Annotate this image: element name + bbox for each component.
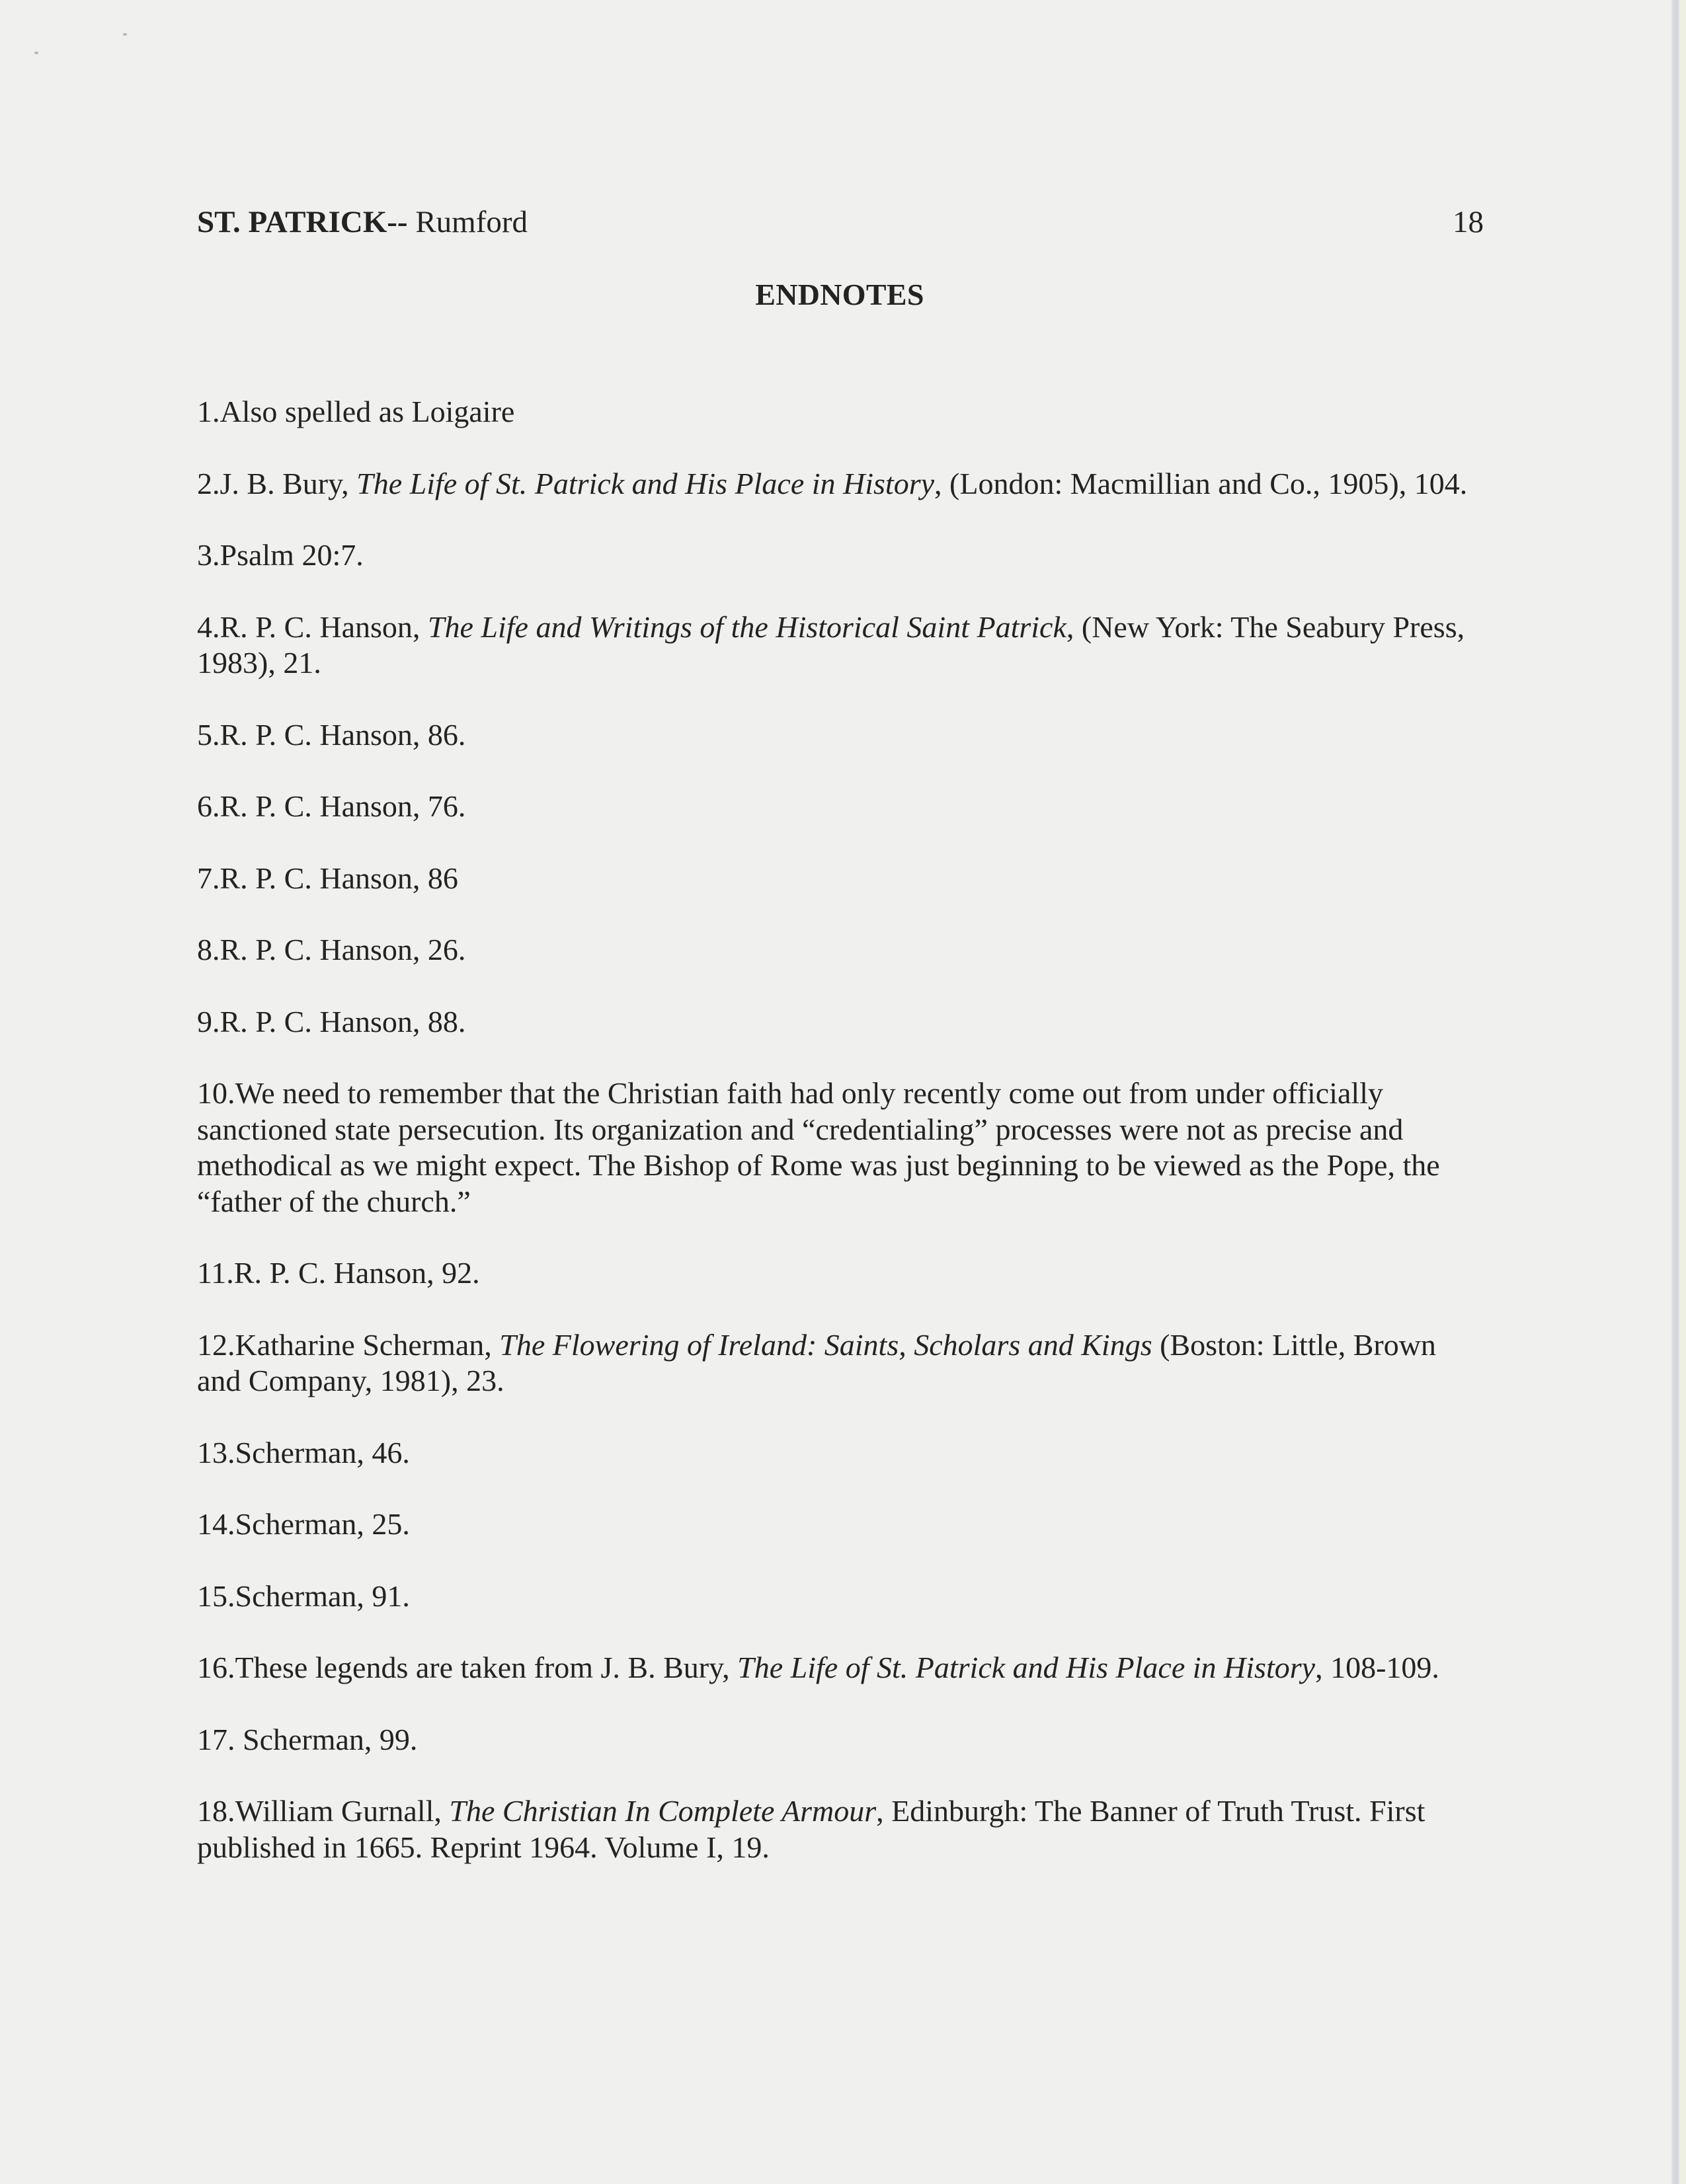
endnote-8 — [197, 932, 1473, 968]
endnote-title-italic: The Flowering of Ireland: Saints, Scholars and Kings — [499, 1327, 1152, 1362]
endnote-text: Scherman, 25. — [235, 1507, 410, 1541]
endnote-number: 3. — [197, 538, 220, 572]
endnote-title-italic: The Christian In Complete Armour — [449, 1794, 877, 1828]
endnote-7 — [197, 861, 1473, 897]
endnote-text: Scherman, 91. — [235, 1579, 410, 1613]
endnote-number: 16. — [197, 1651, 235, 1684]
scan-speck — [123, 33, 127, 36]
endnote-title-italic: The Life of St. Patrick and His Place in History — [356, 466, 935, 500]
endnote-text: (Boston: Little, Brown and Company, 1981), 23. — [197, 1327, 1436, 1397]
endnotes-list — [197, 394, 1473, 1901]
endnote-title-italic: The Life and Writings of the Historical Saint Patrick — [427, 609, 1066, 644]
endnote-3 — [197, 537, 1473, 574]
endnote-text: , Edinburgh: The Banner of Truth Trust. First published in 1665. Reprint 1964. Volume I, 19. — [197, 1794, 1425, 1864]
endnote-text: , 108-109. — [1315, 1651, 1439, 1684]
header-title — [197, 202, 528, 242]
section-title: ENDNOTES — [755, 278, 924, 311]
endnote-number: 7. — [197, 861, 220, 895]
header-title-bold: ST. PATRICK-- — [197, 205, 408, 239]
endnote-text: R. P. C. Hanson, 92. — [233, 1256, 480, 1290]
endnote-text: R. P. C. Hanson, 26. — [220, 933, 466, 966]
endnote-number: 14. — [197, 1507, 235, 1541]
endnote-number: 17. — [197, 1722, 235, 1756]
endnote-text: Scherman, 46. — [235, 1435, 410, 1469]
page-edge-outer — [1679, 0, 1686, 2184]
scan-speck — [34, 52, 38, 54]
endnote-11 — [197, 1255, 1473, 1292]
endnote-1 — [197, 394, 1473, 430]
endnote-number: 9. — [197, 1004, 220, 1038]
endnote-number: 1. — [197, 395, 220, 428]
endnote-9 — [197, 1004, 1473, 1040]
endnote-12 — [197, 1327, 1473, 1399]
endnote-text: R. P. C. Hanson, 86. — [220, 717, 466, 752]
endnote-5 — [197, 717, 1473, 754]
endnote-18 — [197, 1793, 1473, 1865]
endnote-text: Scherman, 99. — [235, 1722, 418, 1756]
page-edge — [1671, 0, 1679, 2184]
endnote-4 — [197, 609, 1473, 682]
endnote-14 — [197, 1506, 1473, 1543]
endnote-text: R. P. C. Hanson, 88. — [220, 1004, 466, 1038]
endnote-10 — [197, 1075, 1473, 1220]
endnote-6 — [197, 789, 1473, 825]
endnote-number: 8. — [197, 933, 220, 966]
endnote-text: William Gurnall, — [235, 1794, 450, 1828]
endnote-number: 5. — [197, 717, 220, 752]
endnote-16 — [197, 1650, 1473, 1686]
endnote-text: R. P. C. Hanson, 76. — [220, 789, 466, 823]
header-title-author: Rumford — [407, 205, 528, 239]
endnote-title-italic: The Life of St. Patrick and His Place in History — [737, 1651, 1316, 1684]
endnote-15 — [197, 1579, 1473, 1615]
endnote-text: Katharine Scherman, — [235, 1327, 500, 1362]
endnote-number: 11. — [197, 1256, 234, 1290]
endnote-text: , (London: Macmillian and Co., 1905), 104. — [934, 466, 1468, 500]
endnote-number: 2. — [197, 466, 220, 500]
page-number: 18 — [1453, 205, 1484, 239]
endnote-text: Also spelled as Loigaire — [220, 395, 515, 428]
endnote-number: 6. — [197, 789, 220, 823]
endnote-text: Psalm 20:7. — [220, 538, 364, 572]
endnote-number: 4. — [197, 609, 220, 644]
endnote-text: These legends are taken from J. B. Bury, — [235, 1651, 738, 1684]
endnote-number: 12. — [197, 1327, 235, 1362]
endnote-number: 13. — [197, 1435, 235, 1469]
endnote-2 — [197, 466, 1473, 502]
endnote-text: R. P. C. Hanson, — [220, 609, 428, 644]
endnote-text: J. B. Bury, — [220, 466, 357, 500]
endnote-13 — [197, 1435, 1473, 1471]
endnote-17 — [197, 1722, 1473, 1758]
endnote-number: 10. — [197, 1076, 235, 1110]
endnote-number: 18. — [197, 1794, 235, 1828]
endnote-text: R. P. C. Hanson, 86 — [220, 861, 458, 895]
running-header — [197, 202, 1484, 242]
endnote-text: , (New York: The Seabury Press, 1983), 21. — [197, 609, 1465, 680]
endnote-text: We need to remember that the Christian faith had only recently come out from under officially sanctioned state persecution. Its organization and “credentialing” processes were not as precise and methodical as we might expect. The Bishop of Rome was just beginning to be viewed as the Pope, the “father of the church.” — [197, 1076, 1440, 1218]
endnote-number: 15. — [197, 1579, 235, 1613]
